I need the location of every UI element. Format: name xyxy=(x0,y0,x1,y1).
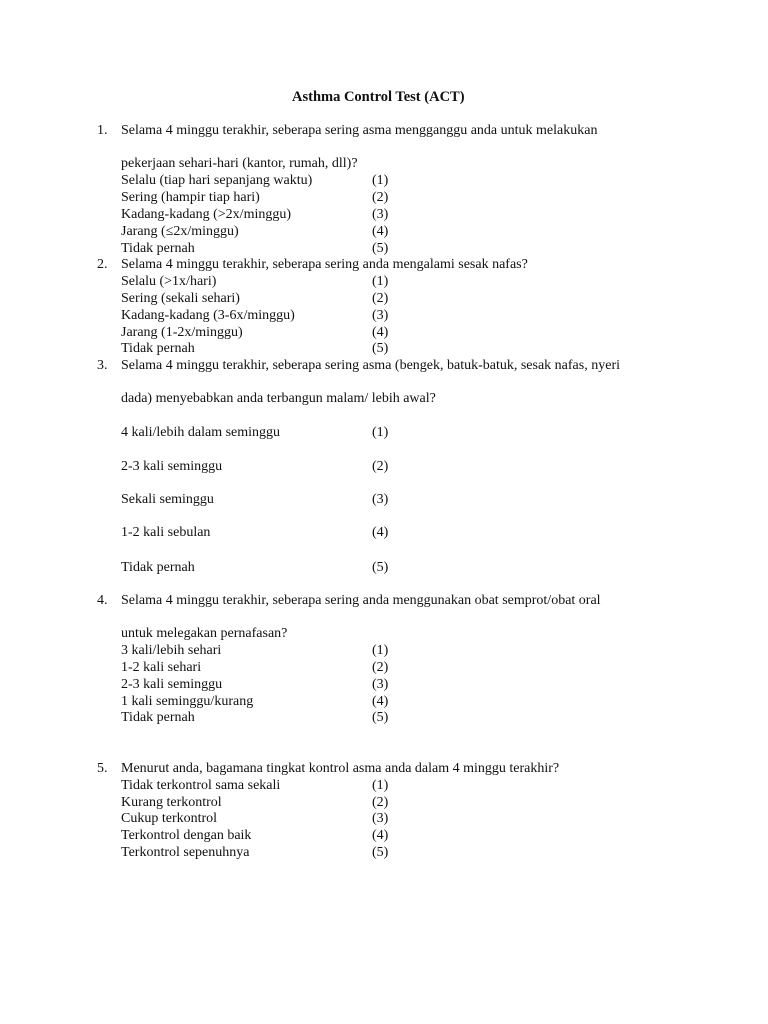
option-label: Terkontrol dengan baik xyxy=(121,828,252,843)
question-text: dada) menyebabkan anda terbangun malam/ lebih awal? xyxy=(121,391,436,406)
document-title: Asthma Control Test (ACT) xyxy=(292,89,465,105)
option-label: Kurang terkontrol xyxy=(121,795,222,810)
question-text: Menurut anda, bagamana tingkat kontrol asma anda dalam 4 minggu terakhir? xyxy=(121,761,560,776)
option-label: Tidak pernah xyxy=(121,341,195,356)
option-label: Kadang-kadang (3-6x/minggu) xyxy=(121,308,295,323)
option-score: (5) xyxy=(372,710,389,725)
option-label: 1-2 kali sebulan xyxy=(121,525,211,540)
question-text: Selama 4 minggu terakhir, seberapa sering asma (bengek, batuk-batuk, sesak nafas, nyeri xyxy=(121,358,620,373)
option-label: Tidak pernah xyxy=(121,560,195,575)
option-score: (4) xyxy=(372,325,389,340)
option-label: Selalu (>1x/hari) xyxy=(121,274,217,289)
option-label: Selalu (tiap hari sepanjang waktu) xyxy=(121,173,313,188)
option-label: Jarang (≤2x/minggu) xyxy=(121,224,239,239)
option-label: 4 kali/lebih dalam seminggu xyxy=(121,425,281,440)
option-label: Tidak pernah xyxy=(121,710,195,725)
option-score: (1) xyxy=(372,425,389,440)
option-label: Cukup terkontrol xyxy=(121,811,218,826)
option-label: Sering (hampir tiap hari) xyxy=(121,190,260,205)
option-label: Sekali seminggu xyxy=(121,492,214,507)
option-label: 1 kali seminggu/kurang xyxy=(121,694,254,709)
option-score: (3) xyxy=(372,492,389,507)
option-score: (4) xyxy=(372,525,389,540)
option-score: (1) xyxy=(372,778,389,793)
option-score: (5) xyxy=(372,560,389,575)
option-score: (2) xyxy=(372,660,389,675)
option-label: Kadang-kadang (>2x/minggu) xyxy=(121,207,292,222)
question-text: untuk melegakan pernafasan? xyxy=(121,626,288,641)
option-label: Tidak terkontrol sama sekali xyxy=(121,778,281,793)
option-label: Terkontrol sepenuhnya xyxy=(121,845,250,860)
question-text: pekerjaan sehari-hari (kantor, rumah, dll)? xyxy=(121,156,358,171)
option-score: (3) xyxy=(372,308,389,323)
option-label: Tidak pernah xyxy=(121,241,195,256)
option-score: (4) xyxy=(372,694,389,709)
option-score: (1) xyxy=(372,173,389,188)
option-score: (2) xyxy=(372,291,389,306)
option-score: (4) xyxy=(372,224,389,239)
question-number: 1. xyxy=(97,123,108,138)
option-score: (2) xyxy=(372,459,389,474)
option-score: (3) xyxy=(372,677,389,692)
question-number: 3. xyxy=(97,358,108,373)
option-score: (3) xyxy=(372,207,389,222)
option-score: (1) xyxy=(372,643,389,658)
question-number: 2. xyxy=(97,257,108,272)
option-label: Sering (sekali sehari) xyxy=(121,291,240,306)
question-number: 5. xyxy=(97,761,108,776)
option-score: (5) xyxy=(372,341,389,356)
option-label: 2-3 kali seminggu xyxy=(121,459,223,474)
option-label: 3 kali/lebih sehari xyxy=(121,643,222,658)
question-number: 4. xyxy=(97,593,108,608)
option-score: (5) xyxy=(372,845,389,860)
option-label: 2-3 kali seminggu xyxy=(121,677,223,692)
option-score: (2) xyxy=(372,190,389,205)
option-score: (2) xyxy=(372,795,389,810)
question-text: Selama 4 minggu terakhir, seberapa sering anda menggunakan obat semprot/obat oral xyxy=(121,593,601,608)
question-text: Selama 4 minggu terakhir, seberapa sering asma mengganggu anda untuk melakukan xyxy=(121,123,598,138)
option-score: (3) xyxy=(372,811,389,826)
option-label: 1-2 kali sehari xyxy=(121,660,202,675)
option-score: (5) xyxy=(372,241,389,256)
option-label: Jarang (1-2x/minggu) xyxy=(121,325,243,340)
option-score: (1) xyxy=(372,274,389,289)
option-score: (4) xyxy=(372,828,389,843)
question-text: Selama 4 minggu terakhir, seberapa sering anda mengalami sesak nafas? xyxy=(121,257,528,272)
